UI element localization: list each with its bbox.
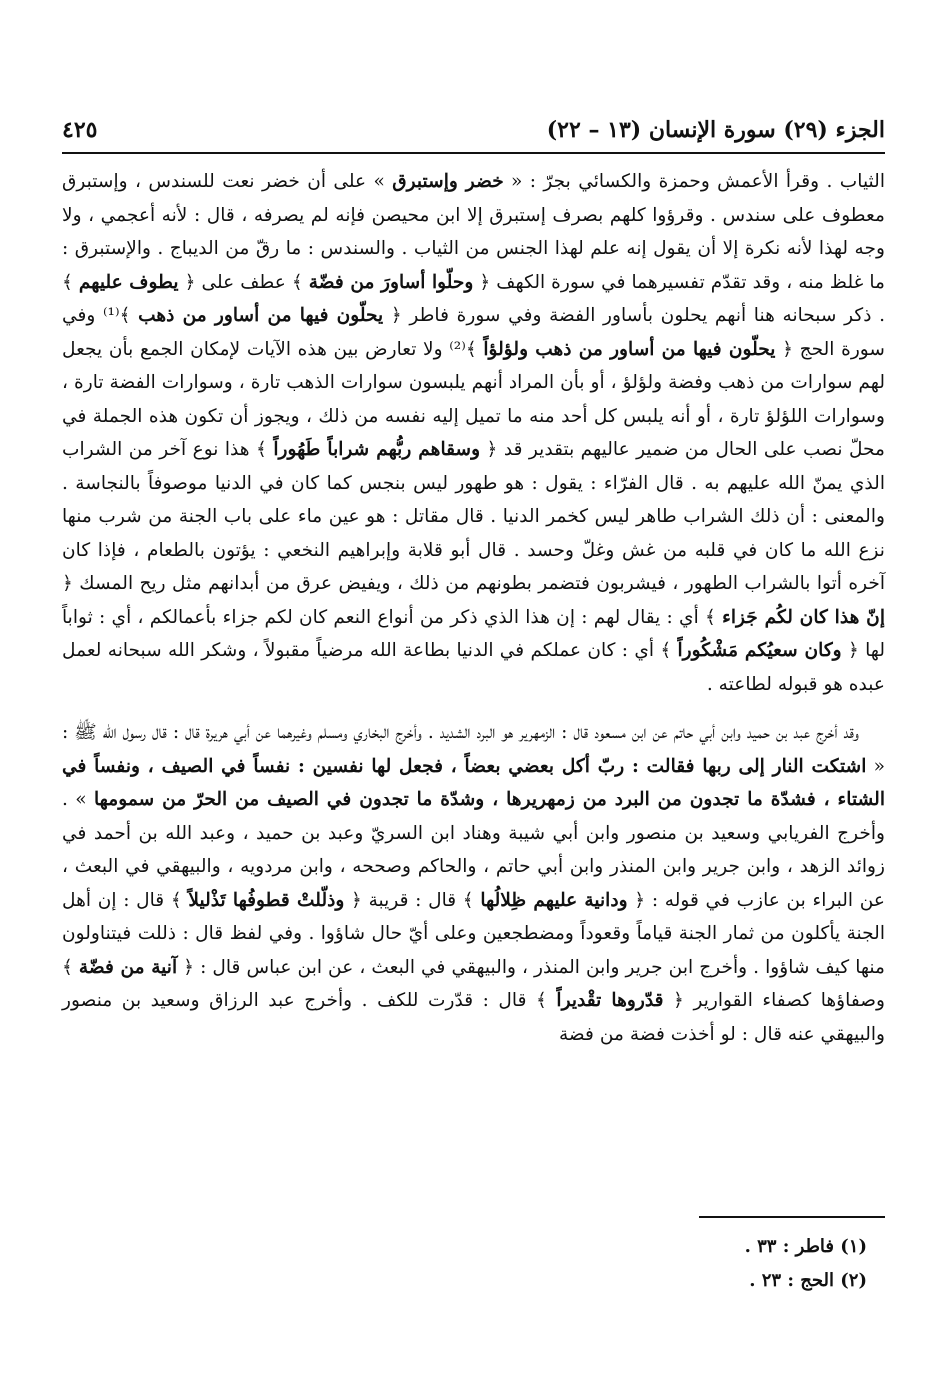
page-number: ٤٢٥	[62, 117, 98, 143]
footnotes	[62, 1230, 867, 1298]
text-run: ﴾⁽²⁾ ولا تعارض بين هذه الآيات لإمكان الجمع بأن يجعل لهم سوارات من ذهب وفضة ولؤلؤ ، أو بأن المراد أنهم يلبسون سوارات الذهب تارة ، وسوارات الفضة تارة ، وسوارات اللؤلؤ تارة ، أو أنه يلبس كل أحد منه ما تميل إليه نفسه من ذلك ، ويجوز أن تكون هذه الجملة في محلّ نصب على الحال من ضمير عاليهم بتقدير قد ﴿	[62, 338, 885, 460]
footnote-rule	[699, 1216, 885, 1218]
text-run: ﴾ أي : كان عملكم في الدنيا بطاعة الله مرضياً مقبولاً ، وشكر الله سبحانه لعمل عبده هو قبوله لطاعته .	[62, 640, 885, 695]
quoted-text: وكان سعيُكم مَشْكُوراً	[677, 640, 842, 661]
text-run: ﴾ عطف على ﴿	[178, 271, 309, 293]
text-run: الثياب . وقرأ الأعمش وحمزة والكسائي بجرّ : «	[503, 171, 886, 192]
text-run: ﴾ أي : يقال لهم : إن هذا الذي ذكر من أنواع النعم كان لكم جزاء بأعمالكم ، أي : ثواباً لها ﴿	[62, 606, 886, 661]
header-rule	[62, 152, 885, 154]
text-run: » . وأخرج الفريابي وسعيد بن منصور وابن أبي شيبة وهناد ابن السريّ وعبد بن حميد ، وعبد الله بن أحمد في زوائد الزهد ، وابن جرير وابن المنذر وابن أبي حاتم ، والحاكم وصححه ، وابن مردويه ، والبيهقي في البعث ، عن البراء بن عازب في قوله : ﴿	[62, 789, 886, 911]
footnote-2: (٢) الحج : ٢٣ .	[749, 1270, 867, 1291]
text-run: ﴾ . ذكر سبحانه هنا أنهم يحلون بأساور الفضة وفي سورة فاطر ﴿	[62, 271, 886, 326]
quoted-text: يحلّون فيها من أساور من ذهب ولؤلؤاً	[483, 338, 776, 360]
quoted-text: وحلّوا أساورَ من فضّة	[308, 271, 474, 293]
quoted-text: يطوف عليهم	[78, 271, 179, 293]
quoted-text: ودانية عليهم ظِلالُها	[480, 889, 628, 911]
quoted-text: إنّ هذا كان لكُم جَزاء	[722, 606, 885, 628]
paragraph-2	[62, 716, 885, 1051]
text-run: ﴾ هذا نوع آخر من الشراب الذي يمنّ الله عليهم به . قال الفرّاء : يقول : هو طهور ليس بنجس كما كان في الدنيا موصوفاً بالنجاسة . والمعنى : أن ذلك الشراب طاهر ليس كخمر الدنيا . قال مقاتل : هو عين ماء على باب الجنة من شرب منها نزع الله ما كان في قلبه من غش وغلّ وحسد . قال أبو قلابة وإبراهيم النخعي : يؤتون بالطعام ، فإذا كان آخره أتوا بالشراب الطهور ، فيشربون فتضمر بطونهم من ذلك ، ويفيض عرق من أبدانهم مثل ريح المسك ﴿	[62, 439, 885, 594]
main-text	[62, 165, 885, 1051]
quoted-text: خضر وإستبرق	[392, 171, 504, 192]
footnote-1: (١) فاطر : ٣٣ .	[744, 1236, 867, 1257]
text-run: وقد أخرج عبد بن حميد وابن أبي حاتم عن ابن مسعود قال : الزمهرير هو البرد الشديد . وأخرج البخاري ومسلم وغيرهما عن أبي هريرة قال : قال رسول الله ﷺ : «	[62, 722, 885, 777]
text-run: ﴾ قال : إن أهل الجنة يأكلون من ثمار الجنة قياماً وقعوداً ومضطجعين وعلى أيّ حال شاؤوا . وفي لفظ قال : ذللت فيتناولون منها كيف شاؤوا . وأخرج ابن جرير وابن المنذر ، والبيهقي في البعث ، عن ابن عباس قال : ﴿	[62, 889, 885, 978]
text-run: ﴾ قال : قريبة ﴿	[344, 889, 481, 911]
page	[62, 0, 885, 1374]
text-run: ﴾ قال : قدّرت للكف . وأخرج عبد الرزاق وسعيد بن منصور والبيهقي عنه قال : لو أخذت فضة من فضة	[62, 990, 885, 1045]
quoted-text: اشتكت النار إلى ربها فقالت : ربّ أكل بعضي بعضاً ، فجعل لها نفسين : نفساً في الصيف ، ونفساً في الشتاء ، فشدّة ما تجدون من البرد من زمهريرها ، وشدّة ما تجدون في الصيف من الحرّ من سمومها	[62, 755, 885, 810]
header-title: الجزء (٢٩) سورة الإنسان (١٣ – ٢٢)	[546, 117, 885, 143]
paragraph-1	[62, 165, 885, 701]
quoted-text: آنية من فضّة	[78, 956, 178, 978]
text-run: ﴾ وصفاؤها كصفاء القوارير ﴿	[62, 956, 885, 1011]
text-run: ﴾⁽¹⁾ وفي سورة الحج ﴿	[62, 305, 885, 360]
quoted-text: وسقاهم ربُّهم شراباً طَهُوراً	[273, 439, 481, 460]
quoted-text: وذلّلتْ قطوفُها تَذْليلاً	[188, 889, 345, 911]
running-header	[62, 112, 885, 148]
text-run: » على أن خضر نعت للسندس ، وإستبرق معطوف على سندس . وقرؤوا كلهم بصرف إستبرق إلا ابن محيصن فإنه لم يصرفه ، قال : لأنه أعجمي ، ولا وجه لهذا لأنه نكرة إلا أن يقول إنه علم لهذا الجنس من الثياب . والسندس : ما رقّ من الديباج . والإستبرق : ما غلظ منه ، وقد تقدّم تفسيرهما في سورة الكهف ﴿	[62, 171, 885, 293]
quoted-text: يحلّون فيها من أساور من ذهب	[138, 305, 384, 326]
quoted-text: قدّروها تقْديراً	[556, 990, 664, 1011]
